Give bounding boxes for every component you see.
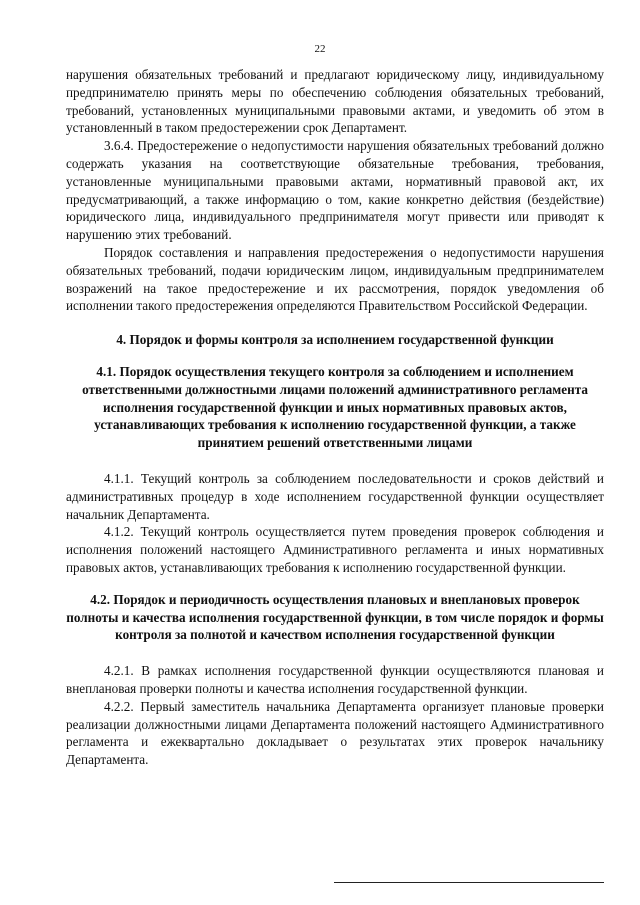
page-number: 22 [314, 43, 326, 55]
paragraph-4-2-1: 4.2.1. В рамках исполнения государственной функции осуществляются плановая и внеплановая проверки полноты и качества исполнения государственной функции. [66, 663, 604, 696]
paragraph-4-2-2: 4.2.2. Первый заместитель начальника Департамента организует плановые проверки реализации должностными лицами Департамента положений настоящего Административного регламента и ежеквартально докладывает о результатах этих проверок начальнику Департамента. [66, 698, 604, 768]
paragraph-procedure-warning: Порядок составления и направления предостережения о недопустимости нарушения обязательных требований, подачи юридическим лицом, индивидуальным предпринимателем возражений на такое предостережение и их рассмотрения, порядок уведомления об исполнении такого предостережения определяются Правительством Российской Федерации. [66, 244, 604, 314]
spacer [66, 644, 604, 662]
paragraph-3-6-4: 3.6.4. Предостережение о недопустимости нарушения обязательных требований должно содержать указания на соответствующие обязательные требования, требования, установленные муниципальными правовыми актами, нормативный правовой акт, их предусматривающий, а также информацию о том, какие конкретно действия (бездействие) юридического лица, индивидуального предпринимателя могут привести или приводят к нарушению этих требований. [66, 138, 604, 243]
footer-rule [334, 882, 604, 883]
spacer [66, 452, 604, 470]
section-4-title: 4. Порядок и формы контроля за исполнением государственной функции [116, 332, 554, 348]
subsection-4-2-title: 4.2. Порядок и периодичность осуществления плановых и внеплановых проверок полноты и качества исполнения государственной функции, в том числе порядок и формы контроля за полнотой и качеством исполнения государственной функции [66, 591, 604, 643]
document-body [66, 66, 604, 769]
subsection-4-1-title: 4.1. Порядок осуществления текущего контроля за соблюдением и исполнением ответственными должностными лицами положений административного регламента исполнения государственной функции и иных нормативных правовых актов, устанавливающих требования к исполнению государственной функции, а также принятием решений ответственными лицами [82, 363, 588, 451]
paragraph-4-1-1: 4.1.1. Текущий контроль за соблюдением последовательности и сроков действий и административных процедур в ходе исполнением государственной функции осуществляет начальник Департамента. [66, 470, 604, 522]
spacer [66, 577, 604, 591]
paragraph-continuation: нарушения обязательных требований и предлагают юридическому лицу, индивидуальному предпринимателю принять меры по обеспечению соблюдения обязательных требований, требований, установленных муниципальными правовыми актами, и уведомить об этом в установленный в таком предостережении срок Департамент. [66, 67, 604, 136]
paragraph-4-1-2: 4.1.2. Текущий контроль осуществляется путем проведения проверок соблюдения и исполнения положений настоящего Административного регламента и иных нормативных правовых актов, устанавливающих требования к исполнению государственной функции. [66, 524, 604, 575]
